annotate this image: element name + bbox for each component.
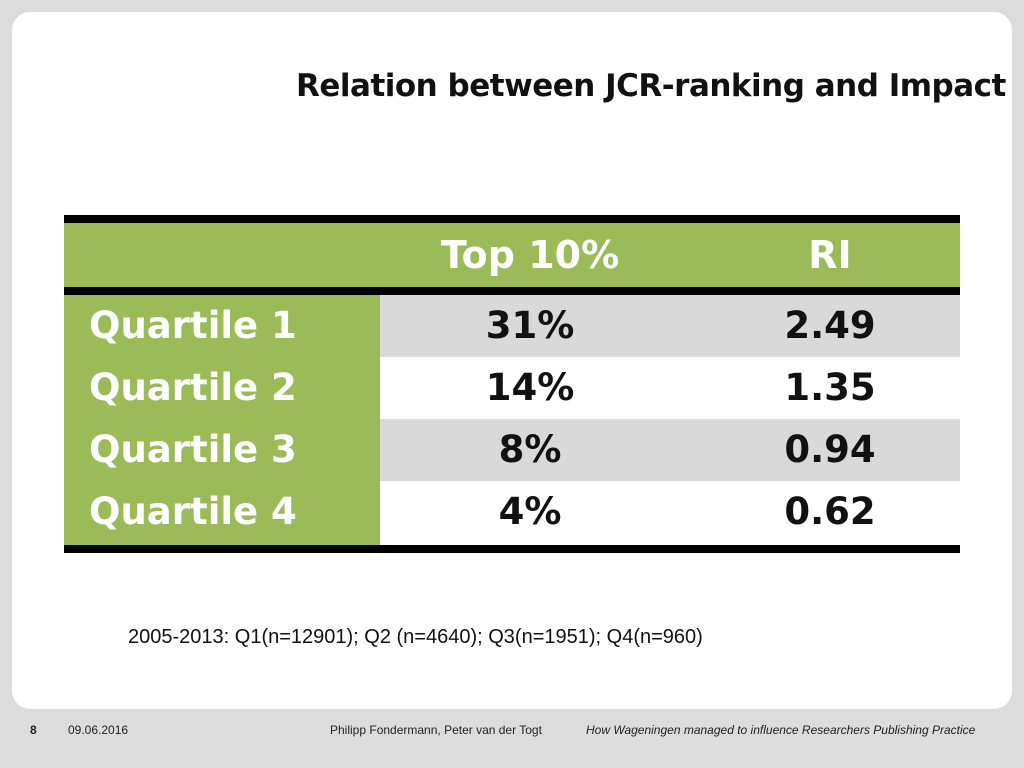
cell-top10: 8% (498, 428, 562, 471)
page-number: 8 (30, 723, 37, 737)
row-label: Quartile 3 (64, 419, 380, 481)
cell-ri: 2.49 (784, 304, 876, 347)
sample-size-note: 2005-2013: Q1(n=12901); Q2 (n=4640); Q3(n=1951); Q4(n=960) (128, 626, 703, 648)
footer-date: 09.06.2016 (68, 723, 129, 737)
row-label: Quartile 1 (64, 295, 380, 357)
header-ri: RI (808, 233, 852, 277)
cell-top10: 31% (485, 304, 575, 347)
header-top10: Top 10% (440, 233, 620, 277)
cell-top10: 14% (485, 366, 575, 409)
footer-authors: Philipp Fondermann, Peter van der Togt (330, 723, 542, 737)
footer-talk-title: How Wageningen managed to influence Researchers Publishing Practice (586, 723, 976, 737)
table-row (64, 481, 960, 545)
slide (12, 12, 1012, 709)
table-row (64, 419, 960, 481)
table-header-rule (64, 287, 960, 295)
table-row (64, 357, 960, 419)
table-top-rule (64, 215, 960, 223)
table-bottom-rule (64, 545, 960, 553)
results-table (64, 215, 960, 555)
cell-ri: 0.62 (784, 490, 876, 533)
row-label: Quartile 4 (64, 481, 380, 545)
row-label: Quartile 2 (64, 357, 380, 419)
slide-title: Relation between JCR-ranking and Impact (296, 68, 1006, 104)
table-row (64, 295, 960, 357)
cell-ri: 0.94 (784, 428, 876, 471)
cell-top10: 4% (498, 490, 562, 533)
cell-ri: 1.35 (784, 366, 876, 409)
